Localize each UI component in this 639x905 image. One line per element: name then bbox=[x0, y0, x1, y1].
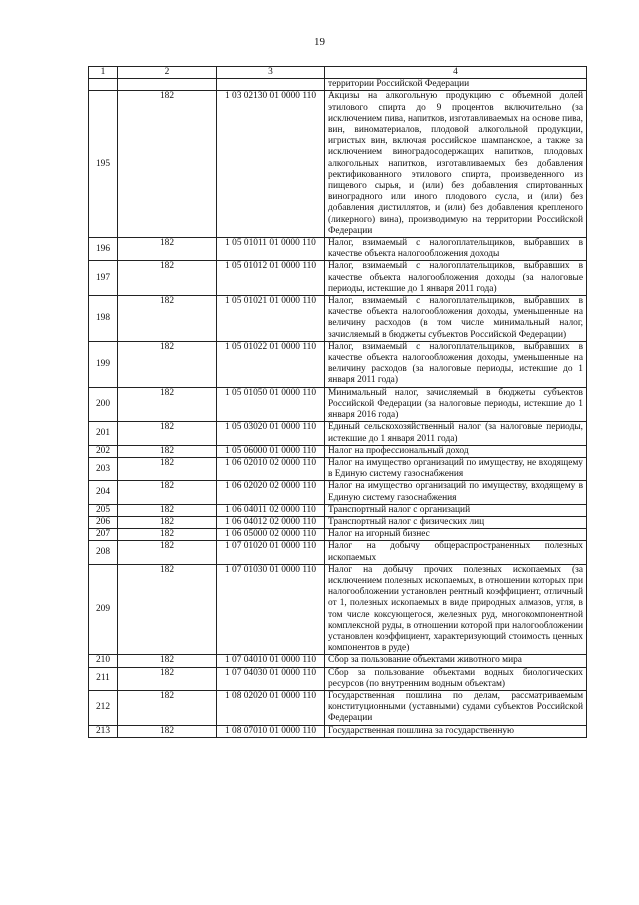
row-number: 212 bbox=[89, 690, 118, 725]
revenue-description: Минимальный налог, зачисляемый в бюджеты субъектов Российской Федерации (за налоговые периоды, истекшие до 1 января 2016 года) bbox=[325, 387, 587, 422]
continuation-code-cell bbox=[217, 79, 325, 91]
row-number: 201 bbox=[89, 422, 118, 445]
row-number: 210 bbox=[89, 655, 118, 667]
continuation-text: территории Российской Федерации bbox=[325, 79, 587, 91]
table-row bbox=[89, 725, 587, 737]
admin-code: 182 bbox=[118, 529, 217, 541]
budget-classification-code: 1 05 01050 01 0000 110 bbox=[217, 387, 325, 422]
admin-code: 182 bbox=[118, 261, 217, 296]
column-number-2: 2 bbox=[118, 67, 217, 79]
row-number: 208 bbox=[89, 541, 118, 564]
column-number-3: 3 bbox=[217, 67, 325, 79]
revenue-description: Государственная пошлина по делам, рассматриваемым конституционными (уставными) судами субъектов Российской Федерации bbox=[325, 690, 587, 725]
admin-code: 182 bbox=[118, 238, 217, 261]
admin-code: 182 bbox=[118, 725, 217, 737]
revenue-description: Сбор за пользование объектами животного мира bbox=[325, 655, 587, 667]
revenue-description: Налог, взимаемый с налогоплательщиков, выбравших в качестве объекта налогообложения доходы (за налоговые периоды, истекшие до 1 января 2011 года) bbox=[325, 261, 587, 296]
revenue-codes-table bbox=[88, 66, 587, 738]
budget-classification-code: 1 06 02010 02 0000 110 bbox=[217, 457, 325, 480]
table-row bbox=[89, 445, 587, 457]
row-number: 207 bbox=[89, 529, 118, 541]
revenue-description: Единый сельскохозяйственный налог (за налоговые периоды, истекшие до 1 января 2011 года) bbox=[325, 422, 587, 445]
row-number: 203 bbox=[89, 457, 118, 480]
table-row bbox=[89, 341, 587, 387]
admin-code: 182 bbox=[118, 422, 217, 445]
admin-code: 182 bbox=[118, 655, 217, 667]
budget-classification-code: 1 07 04010 01 0000 110 bbox=[217, 655, 325, 667]
revenue-description: Налог, взимаемый с налогоплательщиков, выбравших в качестве объекта налогообложения доходы bbox=[325, 238, 587, 261]
budget-classification-code: 1 03 02130 01 0000 110 bbox=[217, 91, 325, 238]
budget-classification-code: 1 05 01012 01 0000 110 bbox=[217, 261, 325, 296]
revenue-description: Налог на добычу прочих полезных ископаемых (за исключением полезных ископаемых, в отношении которых при налогообложении установлен рентный коэффициент, отличный от 1, полезных ископаемых в виде природных алмазов, угля, в том числе коксующегося, железных руд, многокомпонентной комплексной руды, в отношении которой при налогообложении установлен коэффициент, характеризующий стоимость ценных компонентов в руде) bbox=[325, 564, 587, 655]
row-number: 211 bbox=[89, 667, 118, 690]
revenue-description: Налог на профессиональный доход bbox=[325, 445, 587, 457]
revenue-description: Налог на имущество организаций по имуществу, не входящему в Единую систему газоснабжения bbox=[325, 457, 587, 480]
table-row bbox=[89, 504, 587, 516]
budget-classification-code: 1 05 06000 01 0000 110 bbox=[217, 445, 325, 457]
admin-code: 182 bbox=[118, 445, 217, 457]
table-row bbox=[89, 261, 587, 296]
revenue-description: Налог на игорный бизнес bbox=[325, 529, 587, 541]
admin-code: 182 bbox=[118, 667, 217, 690]
table-row bbox=[89, 564, 587, 655]
continuation-row bbox=[89, 79, 587, 91]
table-row bbox=[89, 690, 587, 725]
budget-classification-code: 1 07 01030 01 0000 110 bbox=[217, 564, 325, 655]
budget-classification-code: 1 05 01011 01 0000 110 bbox=[217, 238, 325, 261]
row-number: 195 bbox=[89, 91, 118, 238]
budget-classification-code: 1 06 04011 02 0000 110 bbox=[217, 504, 325, 516]
revenue-description: Сбор за пользование объектами водных биологических ресурсов (по внутренним водным объектам) bbox=[325, 667, 587, 690]
revenue-description: Налог на имущество организаций по имуществу, входящему в Единую систему газоснабжения bbox=[325, 481, 587, 504]
table-row bbox=[89, 457, 587, 480]
admin-code: 182 bbox=[118, 341, 217, 387]
table-row bbox=[89, 296, 587, 342]
revenue-description: Транспортный налог с организаций bbox=[325, 504, 587, 516]
table-row bbox=[89, 529, 587, 541]
row-number: 197 bbox=[89, 261, 118, 296]
table-row bbox=[89, 481, 587, 504]
admin-code: 182 bbox=[118, 541, 217, 564]
row-number: 206 bbox=[89, 516, 118, 528]
admin-code: 182 bbox=[118, 91, 217, 238]
admin-code: 182 bbox=[118, 504, 217, 516]
table-row bbox=[89, 387, 587, 422]
page-number: 19 bbox=[314, 36, 325, 48]
column-number-1: 1 bbox=[89, 67, 118, 79]
admin-code: 182 bbox=[118, 457, 217, 480]
table-row bbox=[89, 516, 587, 528]
continuation-num-cell bbox=[89, 79, 118, 91]
budget-classification-code: 1 07 04030 01 0000 110 bbox=[217, 667, 325, 690]
row-number: 199 bbox=[89, 341, 118, 387]
budget-classification-code: 1 05 03020 01 0000 110 bbox=[217, 422, 325, 445]
admin-code: 182 bbox=[118, 564, 217, 655]
table-row bbox=[89, 238, 587, 261]
budget-classification-code: 1 06 05000 02 0000 110 bbox=[217, 529, 325, 541]
revenue-description: Акцизы на алкогольную продукцию с объемной долей этилового спирта до 9 процентов включительно (за исключением пива, напитков, изготавливаемых на основе пива, вин, виноматериалов, плодовой алкогольной продукции, игристых вин, включая российское шампанское, а также за исключением виноградосодержащих напитков, плодовых алкогольных напитков, изготавливаемых без добавления ректификованного этилового спирта, произведенного из пищевого сырья, и (или) без добавления спиртованных виноградного или иного плодового сусла, и (или) без добавления дистиллятов, и (или) без добавления крепленого (ликерного) вина), производимую на территории Российской Федерации bbox=[325, 91, 587, 238]
revenue-description: Налог, взимаемый с налогоплательщиков, выбравших в качестве объекта налогообложения доходы, уменьшенные на величину расходов (за налоговые периоды, истекшие до 1 января 2011 года) bbox=[325, 341, 587, 387]
budget-classification-code: 1 05 01021 01 0000 110 bbox=[217, 296, 325, 342]
continuation-admin-cell bbox=[118, 79, 217, 91]
row-number: 202 bbox=[89, 445, 118, 457]
column-number-4: 4 bbox=[325, 67, 587, 79]
column-number-row bbox=[89, 67, 587, 79]
revenue-description: Государственная пошлина за государственную bbox=[325, 725, 587, 737]
admin-code: 182 bbox=[118, 481, 217, 504]
revenue-description: Налог, взимаемый с налогоплательщиков, выбравших в качестве объекта налогообложения доходы, уменьшенные на величину расходов (в том числе минимальный налог, зачисляемый в бюджеты субъектов Российской Федерации) bbox=[325, 296, 587, 342]
admin-code: 182 bbox=[118, 690, 217, 725]
revenue-description: Налог на добычу общераспространенных полезных ископаемых bbox=[325, 541, 587, 564]
row-number: 200 bbox=[89, 387, 118, 422]
budget-classification-code: 1 07 01020 01 0000 110 bbox=[217, 541, 325, 564]
row-number: 196 bbox=[89, 238, 118, 261]
budget-classification-code: 1 08 07010 01 0000 110 bbox=[217, 725, 325, 737]
table-row bbox=[89, 655, 587, 667]
row-number: 209 bbox=[89, 564, 118, 655]
table-row bbox=[89, 541, 587, 564]
table-row bbox=[89, 667, 587, 690]
admin-code: 182 bbox=[118, 296, 217, 342]
admin-code: 182 bbox=[118, 387, 217, 422]
row-number: 198 bbox=[89, 296, 118, 342]
budget-classification-code: 1 08 02020 01 0000 110 bbox=[217, 690, 325, 725]
row-number: 213 bbox=[89, 725, 118, 737]
row-number: 205 bbox=[89, 504, 118, 516]
admin-code: 182 bbox=[118, 516, 217, 528]
budget-classification-code: 1 06 02020 02 0000 110 bbox=[217, 481, 325, 504]
table-row bbox=[89, 91, 587, 238]
table-row bbox=[89, 422, 587, 445]
budget-classification-code: 1 06 04012 02 0000 110 bbox=[217, 516, 325, 528]
budget-classification-code: 1 05 01022 01 0000 110 bbox=[217, 341, 325, 387]
revenue-description: Транспортный налог с физических лиц bbox=[325, 516, 587, 528]
row-number: 204 bbox=[89, 481, 118, 504]
